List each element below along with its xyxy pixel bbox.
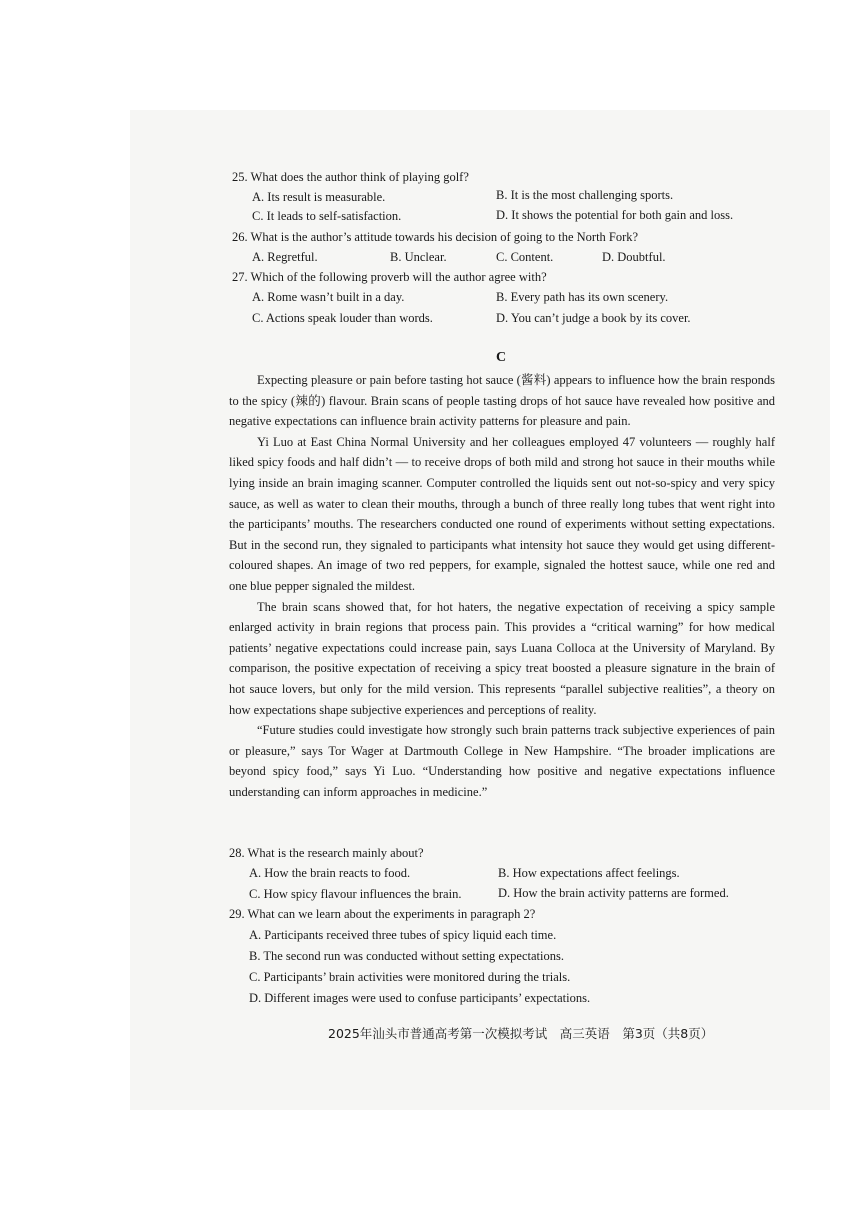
passage-paragraph-2: Yi Luo at East China Normal University and her colleagues employed 47 volunteers — roughly half liked spicy foods and half didn’t — to receive drops of both mild and strong hot sauce in their mouths while lying inside an brain imaging scanner. Computer controlled the liquids sent out not-so-spicy and very spicy sauce, as well as water to clean their mouths, through a bunch of three really long tubes that went right into the participants’ mouths. The researchers conducted one round of experiments without setting expectations. But in the second run, they signaled to participants what intensity hot sauce they would get using different-coloured shapes. An image of two red peppers, for example, signaled the hottest sauce, while one red and one blue pepper signaled the mildest. <box>229 434 775 593</box>
question-29-option-d: D. Different images were used to confuse participants’ expectations. <box>249 991 591 1005</box>
question-25-option-d: D. It shows the potential for both gain and loss. <box>496 208 734 222</box>
passage-paragraph-3: The brain scans showed that, for hot haters, the negative expectation of receiving a spicy sample enlarged activity in brain regions that process pain. This provides a “critical warning” for how medical patients’ negative expectations could increase pain, says Luana Colloca at the University of Maryland. By comparison, the positive expectation of receiving a spicy treat boosted a pleasure signature in the brain of hot sauce lovers, but only for the mild version. This represents “parallel subjective realities”, a theory on how expectations shape subjective experiences and perceptions of reality. <box>229 599 775 717</box>
question-29-option-c: C. Participants’ brain activities were monitored during the trials. <box>249 970 571 984</box>
question-29-option-a: A. Participants received three tubes of spicy liquid each time. <box>249 928 557 942</box>
question-26-option-d: D. Doubtful. <box>602 250 666 264</box>
question-25-option-a: A. Its result is measurable. <box>252 190 386 204</box>
section-heading: C <box>496 350 507 365</box>
question-27-option-c: C. Actions speak louder than words. <box>252 311 433 325</box>
question-27-option-b: B. Every path has its own scenery. <box>496 290 669 304</box>
question-27-option-a: A. Rome wasn’t built in a day. <box>252 290 405 304</box>
question-26-option-c: C. Content. <box>496 250 554 264</box>
page-footer: 2025年汕头市普通高考第一次模拟考试 高三英语 第3页（共8页） <box>328 1026 714 1041</box>
question-28-option-d: D. How the brain activity patterns are formed. <box>498 886 729 900</box>
question-29-option-b: B. The second run was conducted without setting expectations. <box>249 949 564 963</box>
question-26-stem: 26. What is the author’s attitude towards his decision of going to the North Fork? <box>232 230 639 244</box>
question-25-stem: 25. What does the author think of playing golf? <box>232 170 469 184</box>
question-26-option-a: A. Regretful. <box>252 250 318 264</box>
question-27-stem: 27. Which of the following proverb will the author agree with? <box>232 270 547 284</box>
question-25-option-b: B. It is the most challenging sports. <box>496 188 674 202</box>
passage-paragraph-1: Expecting pleasure or pain before tasting hot sauce (酱料) appears to influence how the brain responds to the spicy (辣的) flavour. Brain scans of people tasting drops of hot sauce have revealed how positive and negative expectations can influence brain activity patterns for pleasure and pain. <box>229 373 775 429</box>
question-27-option-d: D. You can’t judge a book by its cover. <box>496 311 691 325</box>
passage-paragraph-4: “Future studies could investigate how strongly such brain patterns track subjective experiences of pain or pleasure,” says Tor Wager at Dartmouth College in New Hampshire. “The broader implications are beyond spicy food,” says Yi Luo. “Understanding how positive and negative expectations influence understanding can inform approaches in medicine.” <box>229 723 775 799</box>
question-28-stem: 28. What is the research mainly about? <box>229 846 424 860</box>
question-28-option-a: A. How the brain reacts to food. <box>249 866 411 880</box>
question-26-option-b: B. Unclear. <box>390 250 447 264</box>
question-28-option-c: C. How spicy flavour influences the brain. <box>249 887 462 901</box>
reading-passage <box>229 370 775 802</box>
question-29-stem: 29. What can we learn about the experiments in paragraph 2? <box>229 907 536 921</box>
question-25-option-c: C. It leads to self-satisfaction. <box>252 209 402 223</box>
question-28-option-b: B. How expectations affect feelings. <box>498 866 680 880</box>
